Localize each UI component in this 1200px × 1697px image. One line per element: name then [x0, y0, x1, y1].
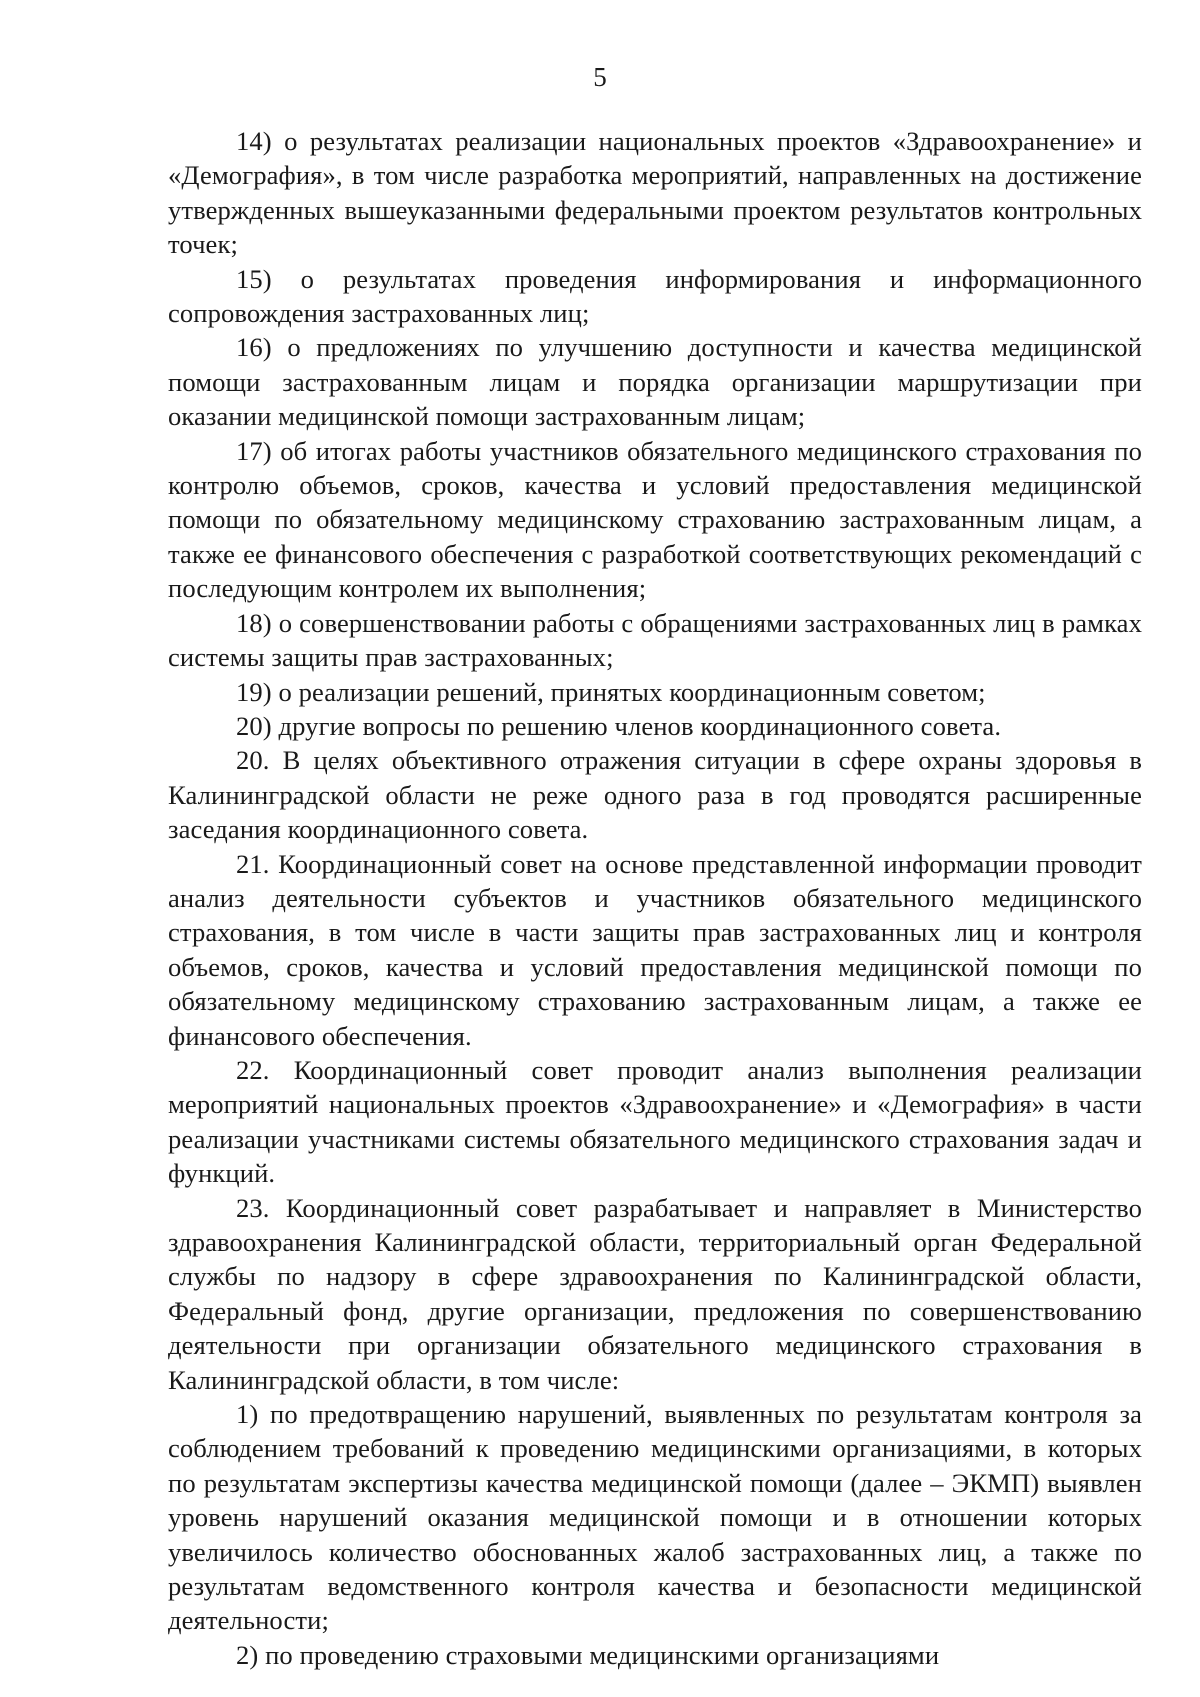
page-number: 5 [593, 62, 607, 92]
paragraph-item-20: 20) другие вопросы по решению членов координационного совета. [236, 710, 1002, 741]
paragraph-clause-22: 22. Координационный совет проводит анализ выполнения реализации мероприятий национальных проектов «Здравоохранение» и «Демография» в части реализации участниками системы обязательного медицинского страхования задач и функций. [168, 1054, 1142, 1189]
paragraph-item-14: 14) о результатах реализации национальных проектов «Здравоохранение» и «Демография», в том числе разработка мероприятий, направленных на достижение утвержденных вышеуказанными федеральными проектом результатов контрольных точек; [168, 126, 1142, 260]
paragraph-clause-20: 20. В целях объективного отражения ситуации в сфере охраны здоровья в Калининградской области не реже одного раза в год проводятся расширенные заседания координационного совета. [168, 745, 1142, 845]
paragraph-item-16: 16) о предложениях по улучшению доступности и качества медицинской помощи застрахованным лицам и порядка организации маршрутизации при оказании медицинской помощи застрахованным лицам; [168, 332, 1142, 432]
paragraph-item-19: 19) о реализации решений, принятых координационным советом; [236, 676, 986, 707]
paragraph-clause-23: 23. Координационный совет разрабатывает и направляет в Министерство здравоохранения Калининградской области, территориальный орган Федеральной службы по надзору в сфере здравоохранения по Калининградской области, Федеральный фонд, другие организации, предложения по совершенствованию деятельности при организации обязательного медицинского страхования в Калининградской области, в том числе: [168, 1192, 1142, 1395]
paragraph-item-17: 17) об итогах работы участников обязательного медицинского страхования по контролю объемов, сроков, качества и условий предоставления медицинской помощи по обязательному медицинскому страхованию застрахованным лицам, а также ее финансового обеспечения с разработкой соответствующих рекомендаций с последующим контролем их выполнения; [168, 435, 1142, 604]
document-body [168, 124, 1142, 1672]
paragraph-item-15: 15) о результатах проведения информирования и информационного сопровождения застрахованных лиц; [168, 263, 1142, 329]
paragraph-clause-21: 21. Координационный совет на основе представленной информации проводит анализ деятельности субъектов и участников обязательного медицинского страхования, в том числе в части защиты прав застрахованных лиц и контроля объемов, сроков, качества и условий предоставления медицинской помощи по обязательному медицинскому страхованию застрахованным лицам, а также ее финансового обеспечения. [168, 848, 1142, 1051]
paragraph-subitem-1: 1) по предотвращению нарушений, выявленных по результатам контроля за соблюдением требований к проведению медицинскими организациями, в которых по результатам экспертизы качества медицинской помощи (далее – ЭКМП) выявлен уровень нарушений оказания медицинской помощи и в отношении которых увеличилось количество обоснованных жалоб застрахованных лиц, а также по результатам ведомственного контроля качества и безопасности медицинской деятельности; [168, 1399, 1142, 1636]
paragraph-item-18: 18) о совершенствовании работы с обращениями застрахованных лиц в рамках системы защиты прав застрахованных; [168, 607, 1142, 673]
paragraph-subitem-2: 2) по проведению страховыми медицинскими организациями [236, 1639, 940, 1670]
